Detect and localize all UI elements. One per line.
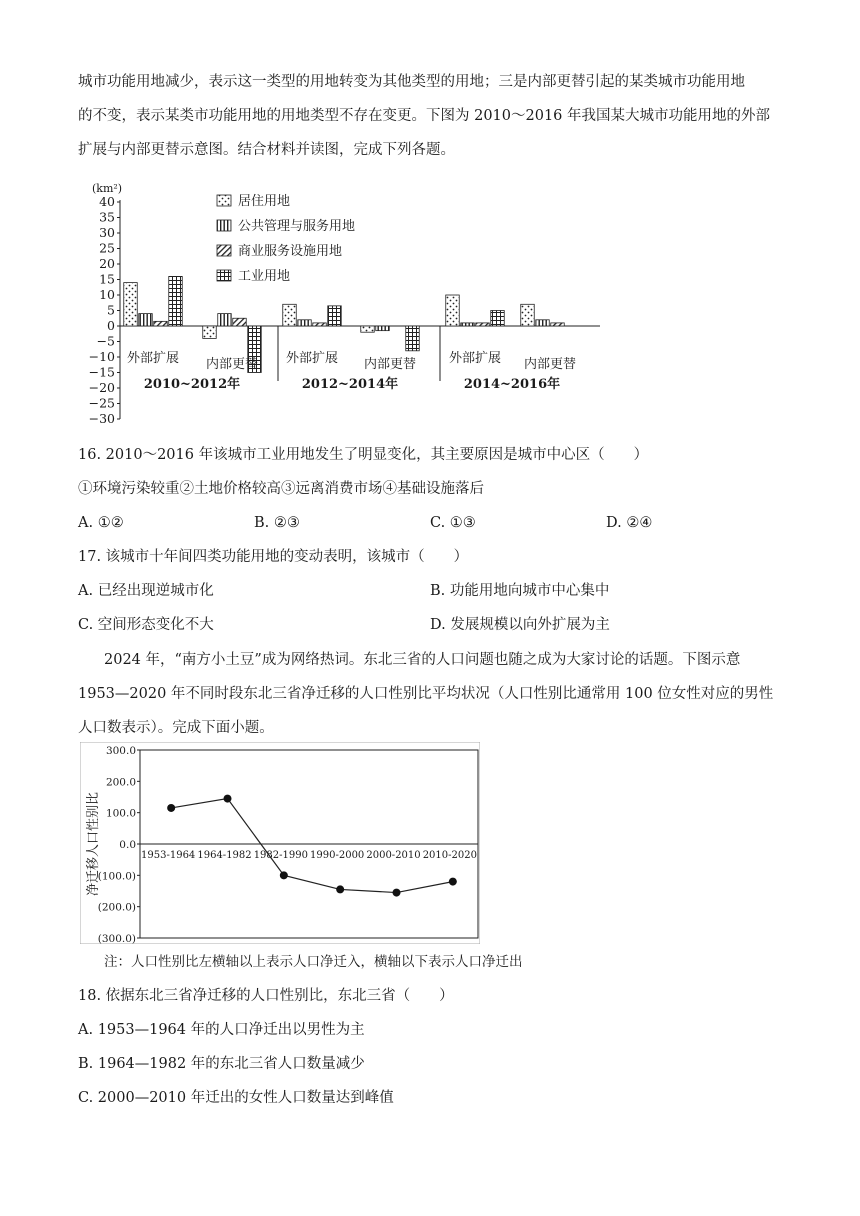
passage2-line-1: 2024 年，“南方小土豆”成为网络热词。东北三省的人口问题也随之成为大家讨论的话题。下图示意 xyxy=(104,652,741,668)
intro-line-2: 的不变，表示某类市功能用地的用地类型不存在变更。下图为 2010～2016 年我国某大城市功能用地的外部 xyxy=(78,108,771,124)
data-point xyxy=(167,804,175,812)
q17-stem: 17. 该城市十年间四类功能用地的变动表明，该城市（ ） xyxy=(78,549,469,565)
y-tick-label: −25 xyxy=(88,395,115,411)
y-tick-label: −20 xyxy=(88,380,115,395)
y-tick-label: (100.0) xyxy=(97,870,136,883)
category-label: 外部扩展 xyxy=(448,351,502,366)
bar xyxy=(551,323,565,326)
category-label: 外部扩展 xyxy=(285,351,339,366)
y-axis-label: 净迁移人口性别比 xyxy=(86,791,101,897)
bar xyxy=(139,314,153,326)
y-tick-label: 0.0 xyxy=(119,839,136,851)
legend-swatch xyxy=(217,220,231,231)
y-tick-label: 200.0 xyxy=(105,776,136,789)
q17-option-c[interactable]: C. 空间形态变化不大 xyxy=(78,617,214,633)
q18-stem: 18. 依据东北三省净迁移的人口性别比，东北三省（ ） xyxy=(78,988,454,1004)
y-tick-label: (300.0) xyxy=(97,933,136,944)
x-tick-label: 1982-1990 xyxy=(253,850,308,861)
category-label: 内部更替 xyxy=(523,357,577,372)
period-label: 2012~2014年 xyxy=(301,377,399,392)
y-tick-label: 35 xyxy=(99,209,115,225)
bar xyxy=(521,304,535,326)
period-label: 2014~2016年 xyxy=(463,377,561,392)
q18-option-a[interactable]: A. 1953—1964 年的人口净迁出以男性为主 xyxy=(78,1022,365,1038)
data-point xyxy=(336,885,344,893)
q18-option-c[interactable]: C. 2000—2010 年迁出的女性人口数量达到峰值 xyxy=(78,1090,394,1106)
q17-option-a[interactable]: A. 已经出现逆城市化 xyxy=(78,583,214,599)
y-tick-label: 5 xyxy=(107,302,115,318)
data-point xyxy=(393,889,401,897)
q16-stem: 16. 2010～2016 年该城市工业用地发生了明显变化，其主要原因是城市中心区（ ） xyxy=(78,447,649,463)
bar xyxy=(446,295,460,326)
bar xyxy=(283,304,297,326)
x-tick-label: 2010-2020 xyxy=(422,850,477,861)
y-tick-label: 300.0 xyxy=(105,745,136,757)
y-tick-label: 20 xyxy=(99,256,115,271)
y-tick-label: 10 xyxy=(99,287,115,302)
bar xyxy=(154,321,168,326)
passage2-line-2: 1953—2020 年不同时段东北三省净迁移的人口性别比平均状况（人口性别比通常用 100 位女性对应的男性 xyxy=(78,686,774,702)
legend-swatch xyxy=(217,270,231,281)
bar xyxy=(491,311,505,327)
x-tick-label: 1953-1964 xyxy=(141,850,196,861)
bar xyxy=(298,320,312,326)
legend-label: 工业用地 xyxy=(238,269,291,284)
bar xyxy=(218,314,232,326)
category-label: 内部更替 xyxy=(363,357,417,372)
y-axis-unit: (km²) xyxy=(92,182,123,195)
y-tick-label: 0 xyxy=(107,318,115,333)
sex-ratio-line-chart xyxy=(80,742,480,944)
q16-option-b[interactable]: B. ②③ xyxy=(254,515,300,531)
y-tick-label: (200.0) xyxy=(97,901,136,914)
bar xyxy=(169,276,183,326)
y-tick-label: 40 xyxy=(99,194,115,209)
bar xyxy=(328,306,342,326)
bar xyxy=(203,326,217,338)
q16-option-a[interactable]: A. ①② xyxy=(78,515,124,531)
y-tick-label: −30 xyxy=(88,411,115,426)
bar xyxy=(536,320,550,326)
bar xyxy=(313,323,327,326)
q18-option-b[interactable]: B. 1964—1982 年的东北三省人口数量减少 xyxy=(78,1056,365,1072)
intro-line-3: 扩展与内部更替示意图。结合材料并读图，完成下列各题。 xyxy=(78,142,455,158)
legend-label: 商业服务设施用地 xyxy=(238,244,343,259)
q16-option-c[interactable]: C. ①③ xyxy=(430,515,476,531)
figure-note: 注：人口性别比左横轴以上表示人口净迁入，横轴以下表示人口净迁出 xyxy=(104,954,523,970)
q16-hint: ①环境污染较重②土地价格较高③远离消费市场④基础设施落后 xyxy=(78,481,484,497)
bar xyxy=(376,326,390,331)
legend-label: 公共管理与服务用地 xyxy=(238,219,356,234)
y-tick-label: 15 xyxy=(99,271,115,287)
land-use-bar-chart xyxy=(80,176,620,436)
y-tick-label: −15 xyxy=(88,364,115,380)
x-tick-label: 1990-2000 xyxy=(310,850,365,861)
q17-option-b[interactable]: B. 功能用地向城市中心集中 xyxy=(430,583,610,599)
legend-swatch xyxy=(217,245,231,256)
category-label: 内部更替 xyxy=(205,357,259,372)
bar xyxy=(124,283,138,326)
y-tick-label: −5 xyxy=(96,333,115,349)
bar xyxy=(233,318,247,326)
y-tick-label: 30 xyxy=(99,225,115,240)
y-tick-label: −10 xyxy=(88,349,115,364)
bar xyxy=(476,323,490,326)
legend-swatch xyxy=(217,195,231,206)
y-tick-label: 100.0 xyxy=(105,807,136,820)
legend-label: 居住用地 xyxy=(238,194,291,209)
q17-option-d[interactable]: D. 发展规模以向外扩展为主 xyxy=(430,617,610,633)
bar xyxy=(461,323,475,326)
period-label: 2010~2012年 xyxy=(143,377,241,392)
category-label: 外部扩展 xyxy=(126,351,180,366)
y-tick-label: 25 xyxy=(99,240,115,256)
x-tick-label: 1964-1982 xyxy=(197,850,252,861)
bar xyxy=(406,326,420,351)
bar xyxy=(361,326,375,332)
passage2-line-3: 人口数表示）。完成下面小题。 xyxy=(78,720,274,736)
x-tick-label: 2000-2010 xyxy=(366,850,421,861)
data-point xyxy=(449,878,457,886)
data-point xyxy=(224,795,232,803)
q16-option-d[interactable]: D. ②④ xyxy=(606,515,653,531)
intro-line-1: 城市功能用地减少，表示这一类型的用地转变为其他类型的用地；三是内部更替引起的某类城市功能用地 xyxy=(78,74,745,90)
data-point xyxy=(280,871,288,879)
